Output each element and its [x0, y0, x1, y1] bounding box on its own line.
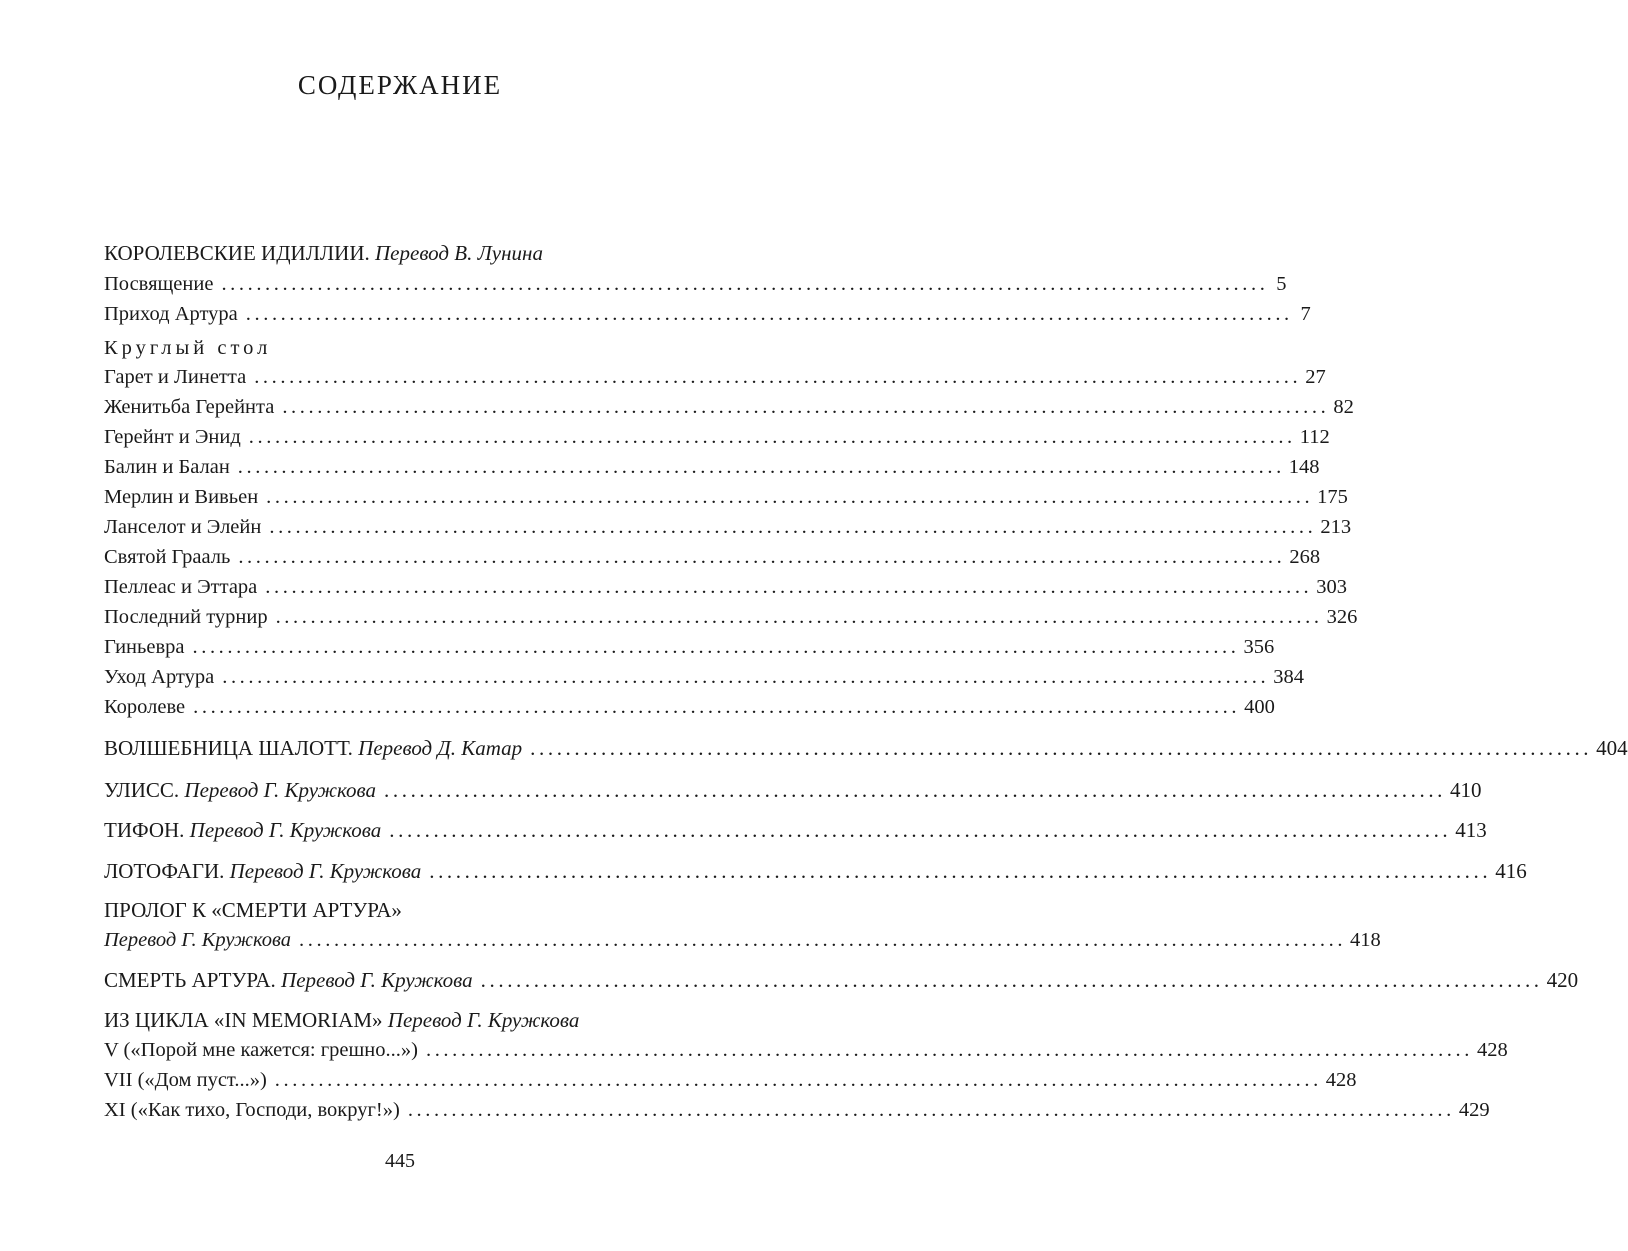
- toc-entry: [104, 572, 1348, 602]
- entry-label: [104, 602, 268, 632]
- entry-page-number: 410: [1450, 778, 1482, 802]
- entry-label: [104, 775, 376, 805]
- entry-label: [104, 269, 213, 299]
- toc-entry: [104, 925, 1381, 955]
- dot-leader: ........................................................................................................................: [238, 546, 1286, 568]
- entry-label: [104, 392, 274, 422]
- dot-leader: ........................................................................................................................: [429, 859, 1492, 883]
- dot-leader: ........................................................................................................................: [245, 303, 1293, 325]
- dot-leader: ........................................................................................................................: [237, 456, 1285, 478]
- entry-label: [104, 512, 261, 542]
- entry-title: Уход Артура: [104, 666, 215, 688]
- dot-leader: ........................................................................................................................: [407, 1099, 1455, 1121]
- toc-entry: [104, 1095, 1490, 1125]
- entry-page-number: 404: [1596, 736, 1628, 760]
- dot-leader: ........................................................................................................................: [265, 576, 1313, 598]
- entry-title: Королеве: [104, 696, 186, 718]
- entry-page-number: 148: [1288, 456, 1320, 478]
- dot-leader: ........................................................................................................................: [254, 366, 1302, 388]
- toc-entry: [104, 422, 1330, 452]
- entry-title: Балин и Балан: [104, 456, 230, 478]
- entry-page-number: 416: [1495, 859, 1527, 883]
- toc-entry: [104, 512, 1352, 542]
- toc-section-heading: [104, 965, 1579, 995]
- entry-label: [104, 542, 230, 572]
- entry-page-number: 82: [1333, 396, 1354, 418]
- toc-section-heading: [104, 815, 1487, 845]
- entry-label: [104, 925, 291, 955]
- dot-leader: ........................................................................................................................: [222, 666, 1270, 688]
- page-title: СОДЕРЖАНИЕ: [297, 70, 503, 100]
- entry-label: [104, 1005, 579, 1035]
- toc-entry: [104, 269, 1287, 299]
- entry-page-number: 384: [1273, 666, 1304, 688]
- entry-page-number: 213: [1320, 516, 1352, 538]
- dot-leader: ........................................................................................................................: [530, 736, 1593, 760]
- entry-title: Святой Грааль: [104, 546, 231, 568]
- entry-translator: Перевод Г. Кружкова: [281, 968, 473, 992]
- dot-leader: ........................................................................................................................: [299, 929, 1347, 951]
- entry-title: Посвящение: [104, 273, 214, 295]
- entry-label: [104, 1095, 400, 1125]
- entry-label: [104, 422, 241, 452]
- entry-page-number: 428: [1325, 1069, 1357, 1091]
- dot-leader: ........................................................................................................................: [275, 606, 1323, 628]
- dot-leader: ........................................................................................................................: [266, 486, 1314, 508]
- toc-entry: [104, 542, 1321, 572]
- toc-entry: [104, 392, 1354, 422]
- toc-section-heading: [104, 733, 1628, 763]
- entry-page-number: 400: [1244, 696, 1275, 718]
- entry-label: [104, 482, 258, 512]
- entry-title: VII («Дом пуст...»): [104, 1069, 267, 1091]
- entry-page-number: 7: [1300, 303, 1311, 325]
- entry-title: Мерлин и Вивьен: [104, 486, 259, 508]
- entry-label: [104, 815, 381, 845]
- dot-leader: ........................................................................................................................: [221, 273, 1269, 295]
- entry-label: [104, 362, 246, 392]
- entry-label: [104, 662, 214, 692]
- dot-leader: ........................................................................................................................: [192, 636, 1240, 658]
- entry-title: Герейнт и Энид: [104, 426, 241, 448]
- toc-section-heading: [104, 775, 1482, 805]
- entry-title: СМЕРТЬ АРТУРА.: [104, 968, 276, 992]
- toc-entry: [104, 299, 1311, 329]
- entry-label: [104, 632, 185, 662]
- entry-title: Пеллеас и Эттара: [104, 576, 258, 598]
- entry-translator: Перевод Д. Катар: [358, 736, 523, 760]
- toc-section-heading: [104, 895, 696, 925]
- toc-entry: [104, 1035, 1508, 1065]
- entry-page-number: 420: [1546, 968, 1579, 992]
- entry-label: [104, 1065, 267, 1095]
- entry-title: Гарет и Линетта: [104, 366, 247, 388]
- entry-page-number: 418: [1350, 929, 1381, 951]
- toc-section-heading: [104, 238, 696, 268]
- entry-title: Ланселот и Элейн: [104, 516, 262, 538]
- toc-entry: [104, 452, 1320, 482]
- entry-title: КОРОЛЕВСКИЕ ИДИЛЛИИ.: [104, 241, 370, 265]
- entry-title: Последний турнир: [104, 606, 268, 628]
- entry-label: [104, 238, 543, 268]
- entry-title: Круглый стол: [104, 337, 272, 359]
- toc-entry: [104, 362, 1326, 392]
- dot-leader: ........................................................................................................................: [425, 1039, 1473, 1061]
- entry-title: ТИФОН.: [104, 818, 185, 842]
- entry-label: [104, 572, 257, 602]
- entry-translator: Перевод В. Лунина: [375, 241, 543, 265]
- entry-label: [104, 692, 185, 722]
- entry-page-number: 413: [1455, 818, 1487, 842]
- entry-translator: Перевод Г. Кружкова: [387, 1008, 580, 1032]
- toc-section-heading: [104, 1005, 696, 1035]
- entry-page-number: 5: [1276, 273, 1287, 295]
- entry-label: [104, 965, 473, 995]
- entry-title: ПРОЛОГ К «СМЕРТИ АРТУРА»: [104, 898, 402, 922]
- entry-page-number: 112: [1299, 426, 1330, 448]
- toc-section-heading: [104, 856, 1527, 886]
- entry-title: Приход Артура: [104, 303, 238, 325]
- entry-page-number: 175: [1317, 486, 1348, 508]
- dot-leader: ........................................................................................................................: [389, 818, 1452, 842]
- entry-title: ИЗ ЦИКЛА «IN MEMORIAM»: [104, 1008, 383, 1032]
- dot-leader: ........................................................................................................................: [193, 696, 1241, 718]
- entry-translator: Перевод Г. Кружкова: [184, 778, 377, 802]
- entry-label: [104, 452, 230, 482]
- dot-leader: ........................................................................................................................: [282, 396, 1330, 418]
- entry-translator: Перевод Г. Кружкова: [104, 929, 292, 951]
- entry-title: ВОЛШЕБНИЦА ШАЛОТТ.: [104, 736, 353, 760]
- entry-page-number: 268: [1289, 546, 1321, 568]
- toc-entry: [104, 602, 1358, 632]
- toc-entry: [104, 1065, 1357, 1095]
- toc-subheading: [104, 333, 696, 363]
- toc-entry: [104, 482, 1348, 512]
- entry-page-number: 429: [1458, 1099, 1490, 1121]
- entry-title: УЛИСС.: [104, 778, 180, 802]
- entry-title: Гиньевра: [104, 636, 185, 658]
- dot-leader: ........................................................................................................................: [274, 1069, 1322, 1091]
- dot-leader: ........................................................................................................................: [269, 516, 1317, 538]
- toc-entry: [104, 632, 1275, 662]
- entry-title: V («Порой мне кажется: грешно...»): [104, 1039, 418, 1061]
- page-number: 445: [385, 1150, 415, 1172]
- dot-leader: ........................................................................................................................: [248, 426, 1296, 448]
- entry-page-number: 303: [1316, 576, 1348, 598]
- entry-page-number: 27: [1305, 366, 1326, 388]
- entry-label: [104, 333, 271, 363]
- entry-label: [104, 1035, 418, 1065]
- entry-translator: Перевод Г. Кружкова: [229, 859, 422, 883]
- entry-label: [104, 895, 402, 925]
- entry-page-number: 356: [1243, 636, 1275, 658]
- entry-page-number: 428: [1476, 1039, 1508, 1061]
- entry-page-number: 326: [1326, 606, 1358, 628]
- entry-title: ЛОТОФАГИ.: [104, 859, 225, 883]
- entry-translator: Перевод Г. Кружкова: [189, 818, 382, 842]
- toc-entry: [104, 692, 1275, 722]
- entry-title: XI («Как тихо, Господи, вокруг!»): [104, 1099, 400, 1121]
- entry-title: Женитьба Герейнта: [104, 396, 275, 418]
- dot-leader: ........................................................................................................................: [480, 968, 1543, 992]
- entry-label: [104, 733, 522, 763]
- toc-entry: [104, 662, 1304, 692]
- dot-leader: ........................................................................................................................: [384, 778, 1447, 802]
- entry-label: [104, 299, 238, 329]
- entry-label: [104, 856, 421, 886]
